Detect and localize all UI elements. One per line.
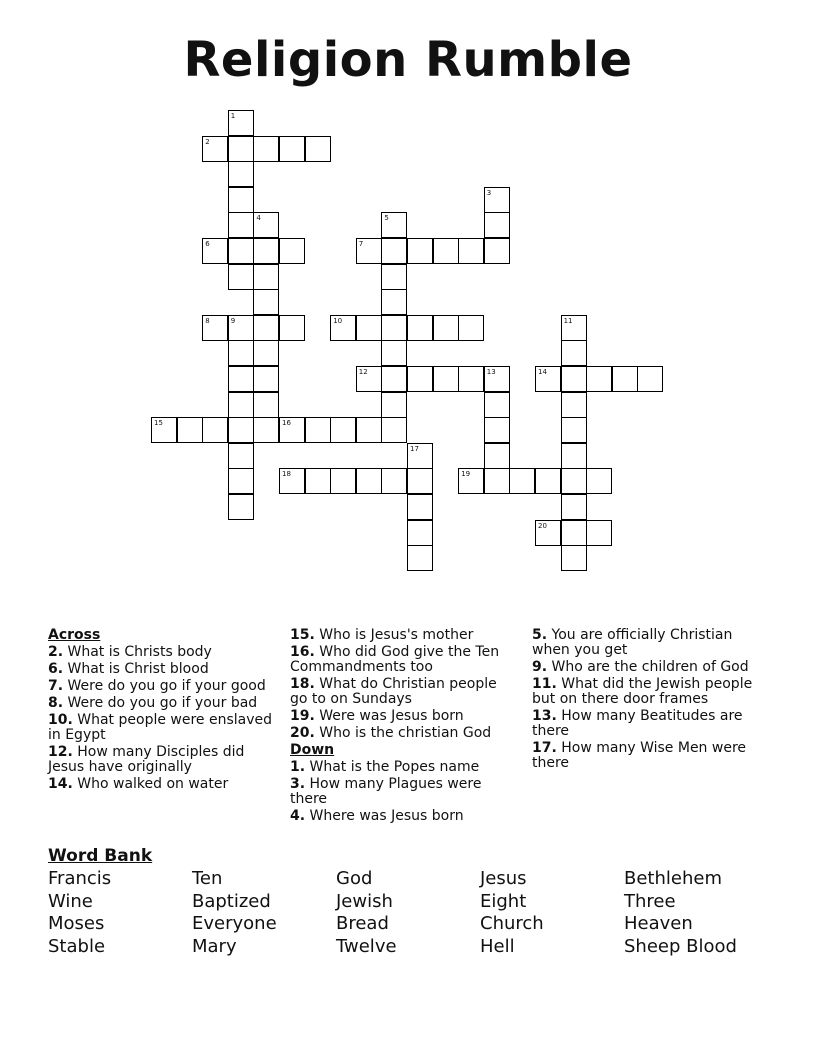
clue-number: 20 [538,521,547,530]
word-bank-item: Jesus [480,868,527,889]
crossword-cell[interactable] [228,468,254,494]
crossword-cell[interactable] [228,238,254,264]
word-bank-item: Twelve [336,935,397,957]
clue-item [290,760,518,775]
crossword-cell[interactable] [202,417,228,443]
word-bank-item: Sheep Blood [624,935,737,957]
crossword-cell[interactable] [228,417,254,443]
crossword-cell[interactable] [228,136,254,162]
crossword-cell[interactable] [253,417,279,443]
clue-item-text: Who is the christian God [314,725,492,741]
clue-number: 11 [563,316,573,325]
crossword-cell[interactable] [407,443,433,469]
crossword-cell[interactable] [484,238,510,264]
crossword-cell[interactable] [433,366,459,392]
crossword-cell[interactable] [381,340,407,366]
crossword-cell[interactable] [330,417,356,443]
clue-item-text: Who walked on water [72,776,229,792]
clue-number: 1 [230,112,236,120]
crossword-cell[interactable] [612,366,638,392]
clue-item-number: 2. [48,644,64,660]
word-bank-item: Heaven [624,913,693,934]
clue-item-number: 10. [48,712,73,728]
crossword-cell[interactable] [279,417,305,443]
crossword-cell[interactable] [253,366,279,392]
word-bank-item: Mary [192,935,237,957]
clue-item-number: 18. [290,676,315,692]
clue-number: 10 [333,316,343,325]
clue-column-3 [532,628,764,773]
crossword-cell[interactable] [484,392,510,418]
crossword-cell[interactable] [356,417,382,443]
crossword-cell[interactable] [586,468,612,494]
clue-number: 13 [486,368,496,376]
crossword-cell[interactable] [484,366,510,392]
clue-item-text: Who did God give the Ten Commandments too [290,644,500,675]
crossword-cell[interactable] [458,468,484,494]
clue-item [532,677,764,707]
word-bank-item: Stable [48,935,106,957]
crossword-cell[interactable] [381,315,407,341]
clue-number: 5 [384,214,389,223]
crossword-cell[interactable] [202,136,228,162]
clue-number: 15 [154,419,163,428]
clue-number: 9 [230,316,236,325]
crossword-cell[interactable] [561,366,587,392]
clue-item-number: 6. [48,661,64,677]
clue-column-1 [48,628,280,794]
crossword-cell[interactable] [561,340,587,366]
crossword-cell[interactable] [407,315,433,341]
clue-item-number: 15. [290,627,315,643]
crossword-cell[interactable] [407,468,433,494]
clue-number: 14 [538,368,547,376]
clue-item-text: Were do you go if your bad [63,695,258,711]
crossword-cell[interactable] [458,366,484,392]
crossword-cell[interactable] [253,340,279,366]
clue-item-number: 14. [48,776,73,792]
crossword-cell[interactable] [253,264,279,290]
crossword-cell[interactable] [561,315,587,341]
crossword-cell[interactable] [228,494,254,520]
clue-item-text: Were was Jesus born [314,708,464,724]
clue-item-text: How many Disciples did Jesus have originally [48,744,245,775]
crossword-cell[interactable] [330,468,356,494]
clue-item [290,677,518,707]
clue-number: 3 [486,188,492,197]
crossword-cell[interactable] [381,366,407,392]
crossword-cell[interactable] [305,417,331,443]
clue-item-text: Were do you go if your good [63,678,266,694]
clue-item-number: 16. [290,644,315,660]
crossword-cell[interactable] [484,187,510,213]
crossword-cell[interactable] [253,136,279,162]
crossword-cell[interactable] [407,520,433,546]
clue-item-number: 8. [48,695,64,711]
crossword-cell[interactable] [305,468,331,494]
clue-number: 12 [358,368,368,376]
clue-item [290,777,518,807]
crossword-cell[interactable] [407,545,433,571]
page-title: Religion Rumble [183,32,633,88]
crossword-cell[interactable] [228,315,254,341]
crossword-cell[interactable] [381,238,407,264]
clue-item-text: What is Christ blood [63,661,209,677]
crossword-cell[interactable] [458,238,484,264]
clue-item-text: You are officially Christian when you get [532,627,733,658]
word-bank-item: Wine [48,890,93,912]
crossword-cell[interactable] [433,238,459,264]
crossword-cell[interactable] [253,238,279,264]
word-bank-item: Hell [480,935,515,957]
crossword-cell[interactable] [561,545,587,571]
clue-item [290,645,518,675]
crossword-cell[interactable] [535,520,561,546]
word-bank-item: Bread [336,913,389,934]
word-bank-item: Everyone [192,913,277,934]
word-bank-item: Jewish [336,890,393,912]
crossword-cell[interactable] [228,392,254,418]
word-bank-item: Church [480,913,544,934]
crossword-cell[interactable] [381,392,407,418]
crossword-cell[interactable] [356,366,382,392]
clue-number: 19 [461,470,471,479]
clue-item [290,628,518,643]
crossword-cell[interactable] [484,443,510,469]
crossword-cell[interactable] [228,366,254,392]
crossword-cell[interactable] [509,468,535,494]
crossword-cell[interactable] [356,238,382,264]
clue-item-number: 9. [532,659,548,675]
crossword-cell[interactable] [586,366,612,392]
clue-item [48,679,280,694]
crossword-cell[interactable] [561,392,587,418]
clue-item [48,777,280,792]
clue-item [290,709,518,724]
crossword-cell[interactable] [407,238,433,264]
crossword-cell[interactable] [279,136,305,162]
crossword-cell[interactable] [535,468,561,494]
crossword-cell[interactable] [228,340,254,366]
clue-item-text: What did the Jewish people but on there door frames [532,676,753,707]
crossword-cell[interactable] [586,520,612,546]
clue-number: 6 [205,240,210,248]
crossword-cell[interactable] [279,238,305,264]
word-bank-item: God [336,868,373,889]
clue-item-text: What do Christian people go to on Sundays [290,676,497,707]
word-bank [48,868,768,958]
clue-item [48,662,280,677]
crossword-cell[interactable] [279,315,305,341]
crossword-cell[interactable] [177,417,203,443]
crossword-cell[interactable] [228,161,254,187]
clue-item [48,696,280,711]
clue-item-text: How many Plagues were there [290,776,482,807]
clue-item-text: What people were enslaved in Egypt [48,712,273,743]
crossword-cell[interactable] [202,238,228,264]
clue-item [48,745,280,775]
crossword-cell[interactable] [356,315,382,341]
clue-item [48,713,280,743]
clue-item-number: 13. [532,708,557,724]
crossword-cell[interactable] [561,494,587,520]
clue-number: 2 [205,137,210,146]
crossword-cell[interactable] [151,417,177,443]
clue-item [532,741,764,771]
crossword-cell[interactable] [202,315,228,341]
clue-item-number: 1. [290,759,306,775]
word-bank-item: Ten [192,868,223,889]
crossword-cell[interactable] [637,366,663,392]
crossword-cell[interactable] [407,366,433,392]
clue-item-number: 12. [48,744,73,760]
crossword-cell[interactable] [305,136,331,162]
clue-item-text: What is the Popes name [305,759,480,775]
crossword-cell[interactable] [253,392,279,418]
clue-number: 8 [205,316,210,325]
crossword-cell[interactable] [228,110,254,136]
clue-item-text: Who are the children of God [547,659,749,675]
clue-item [532,660,764,675]
crossword-cell[interactable] [253,289,279,315]
word-bank-item: Moses [48,913,105,934]
crossword-cell[interactable] [484,212,510,238]
clue-item-number: 4. [290,808,306,824]
clue-item-number: 11. [532,676,557,692]
clue-number: 17 [410,444,419,453]
clue-section-heading: Across [48,627,101,643]
clue-item-text: Where was Jesus born [305,808,464,824]
word-bank-item: Three [624,890,676,912]
crossword-cell[interactable] [561,417,587,443]
crossword-cell[interactable] [484,417,510,443]
clue-item-number: 17. [532,740,557,756]
crossword-cell[interactable] [381,289,407,315]
clue-number: 4 [256,214,261,223]
word-bank-heading: Word Bank [48,846,153,866]
crossword-cell[interactable] [458,315,484,341]
clue-item [532,628,764,658]
crossword-cell[interactable] [381,468,407,494]
clue-item [290,726,518,741]
crossword-cell[interactable] [381,417,407,443]
crossword-cell[interactable] [535,366,561,392]
crossword-cell[interactable] [228,187,254,213]
clue-number: 16 [282,419,291,428]
crossword-cell[interactable] [253,315,279,341]
clue-item-number: 7. [48,678,64,694]
crossword-cell[interactable] [228,443,254,469]
clue-item-text: How many Wise Men were there [532,740,747,771]
clue-item-number: 20. [290,725,315,741]
clue-item-text: How many Beatitudes are there [532,708,743,739]
crossword-cell[interactable] [433,315,459,341]
clue-number: 18 [282,470,291,479]
clue-item-number: 5. [532,627,548,643]
crossword-cell[interactable] [561,468,587,494]
crossword-cell[interactable] [561,520,587,546]
word-bank-item: Bethlehem [624,868,722,889]
clue-number: 7 [358,240,364,248]
crossword-cell[interactable] [228,212,254,238]
clue-item [532,709,764,739]
crossword-cell[interactable] [330,315,356,341]
clue-item-text: What is Christs body [63,644,212,660]
crossword-cell[interactable] [561,443,587,469]
crossword-cell[interactable] [484,468,510,494]
crossword-cell[interactable] [407,494,433,520]
crossword-cell[interactable] [279,468,305,494]
word-bank-item: Francis [48,868,112,889]
crossword-cell[interactable] [381,264,407,290]
crossword-cell[interactable] [381,212,407,238]
crossword-cell[interactable] [228,264,254,290]
clue-item-number: 3. [290,776,306,792]
clue-item [290,809,518,824]
clue-column-2 [290,628,518,826]
word-bank-item: Baptized [192,890,271,912]
clue-section-heading: Down [290,742,335,758]
word-bank-item: Eight [480,890,527,912]
crossword-cell[interactable] [356,468,382,494]
clue-item-text: Who is Jesus's mother [314,627,474,643]
clue-item-number: 19. [290,708,315,724]
clue-item [48,645,280,660]
crossword-cell[interactable] [253,212,279,238]
